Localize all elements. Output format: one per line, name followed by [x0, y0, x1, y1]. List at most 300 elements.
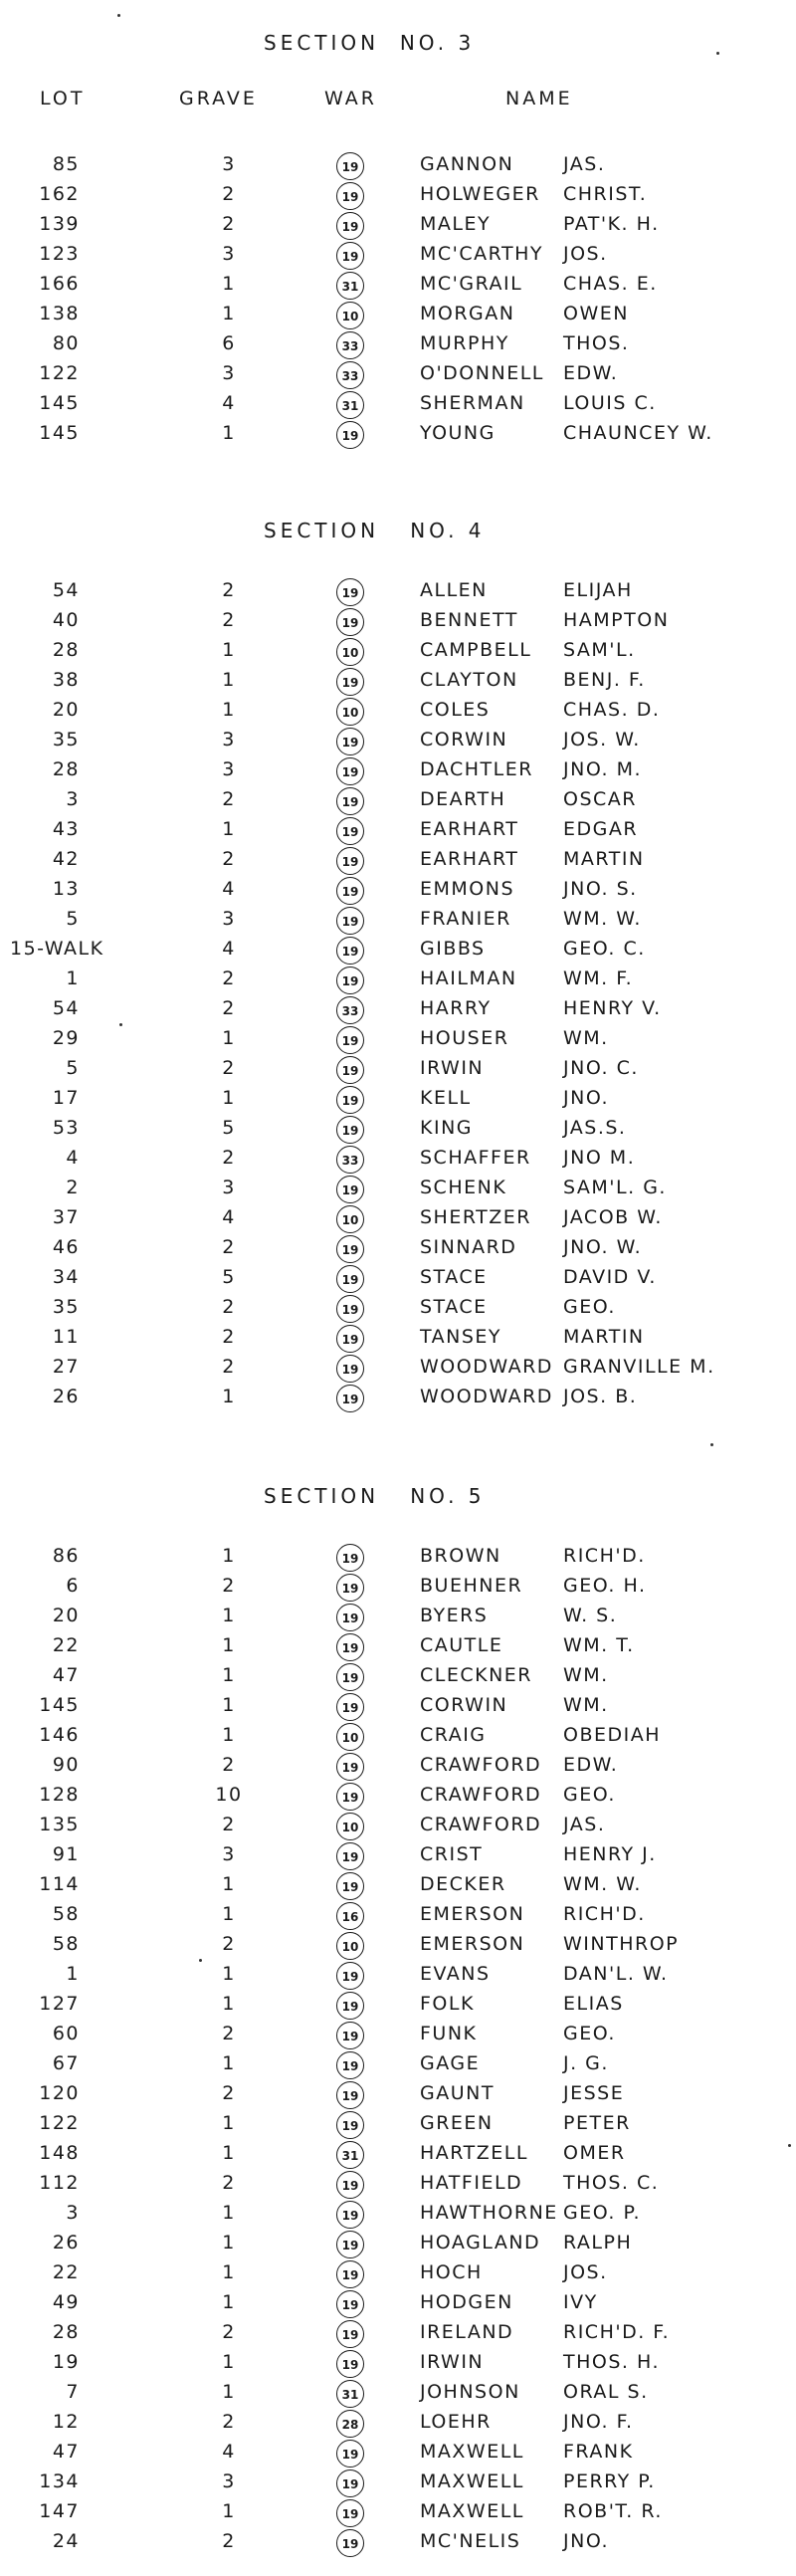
grave-cell: 6 [222, 332, 236, 354]
war-badge: 10 [336, 638, 364, 666]
last-name-cell: SCHENK [420, 1177, 507, 1198]
last-name-cell: ALLEN [420, 579, 488, 601]
lot-cell: 85 [52, 153, 80, 175]
grave-cell: 2 [222, 1933, 236, 1955]
lot-cell: 146 [39, 1724, 80, 1746]
grave-cell: 1 [222, 2500, 236, 2522]
lot-cell: 35 [52, 729, 80, 751]
first-name-cell: SAM'L. G. [563, 1177, 667, 1198]
grave-cell: 3 [222, 243, 236, 265]
table-row [0, 149, 796, 179]
first-name-cell: WM. F. [563, 967, 634, 989]
scan-speck [716, 52, 719, 55]
war-badge: 19 [336, 1295, 364, 1323]
war-badge: 10 [336, 302, 364, 329]
last-name-cell: CORWIN [420, 1694, 508, 1716]
war-badge: 31 [336, 272, 364, 300]
lot-cell: 112 [39, 2172, 80, 2194]
war-badge: 28 [336, 2410, 364, 2438]
war-badge: 19 [336, 2051, 364, 2079]
grave-cell: 1 [222, 2291, 236, 2313]
lot-cell: 67 [52, 2052, 80, 2074]
last-name-cell: MAXWELL [420, 2500, 524, 2522]
lot-cell: 35 [52, 1296, 80, 1318]
last-name-cell: BROWN [420, 1545, 501, 1567]
first-name-cell: DAVID V. [563, 1266, 657, 1288]
lot-cell: 11 [52, 1326, 80, 1348]
first-name-cell: JAS. [563, 153, 606, 175]
last-name-cell: GAGE [420, 2052, 481, 2074]
grave-cell: 2 [222, 213, 236, 235]
table-row [0, 934, 796, 964]
table-row [0, 1780, 796, 1810]
table-row [0, 1232, 796, 1262]
last-name-cell: BENNETT [420, 609, 518, 631]
first-name-cell: OMER [563, 2142, 626, 2164]
war-badge: 19 [336, 668, 364, 696]
lot-cell: 123 [39, 243, 80, 265]
last-name-cell: DECKER [420, 1873, 506, 1895]
war-badge: 19 [336, 787, 364, 815]
first-name-cell: JNO. W. [563, 1236, 643, 1258]
war-badge: 19 [336, 1116, 364, 1144]
first-name-cell: JNO. F. [563, 2411, 634, 2433]
lot-cell: 27 [52, 1356, 80, 1378]
grave-cell: 1 [222, 1545, 236, 1567]
table-row [0, 2287, 796, 2317]
table-row [0, 605, 796, 635]
grave-cell: 2 [222, 1356, 236, 1378]
grave-cell: 2 [222, 2023, 236, 2044]
first-name-cell: GEO. C. [563, 938, 646, 960]
first-name-cell: ELIAS [563, 1993, 624, 2015]
grave-cell: 4 [222, 1206, 236, 1228]
first-name-cell: CHRIST. [563, 183, 648, 205]
table-row [0, 2317, 796, 2347]
table-row [0, 1053, 796, 1083]
last-name-cell: LOEHR [420, 2411, 492, 2433]
lot-cell: 114 [39, 1873, 80, 1895]
last-name-cell: SHERMAN [420, 392, 525, 414]
first-name-cell: WM. [563, 1027, 609, 1049]
first-name-cell: GEO. [563, 1784, 616, 1806]
last-name-cell: MAXWELL [420, 2441, 524, 2463]
table-row [0, 1292, 796, 1322]
grave-cell: 1 [222, 669, 236, 691]
lot-cell: 134 [39, 2470, 80, 2492]
last-name-cell: HOUSER [420, 1027, 509, 1049]
table-row [0, 269, 796, 299]
last-name-cell: CRAWFORD [420, 1754, 542, 1776]
grave-cell: 1 [222, 1963, 236, 1985]
lot-cell: 42 [52, 848, 80, 870]
war-badge: 19 [336, 1783, 364, 1811]
last-name-cell: HARTZELL [420, 2142, 528, 2164]
lot-cell: 148 [39, 2142, 80, 2164]
first-name-cell: EDW. [563, 362, 619, 384]
first-name-cell: EDGAR [563, 818, 639, 840]
grave-cell: 2 [222, 1236, 236, 1258]
table-row [0, 1899, 796, 1929]
grave-cell: 1 [222, 2351, 236, 2373]
table-row [0, 1601, 796, 1630]
table-row [0, 1322, 796, 1352]
table-row [0, 1839, 796, 1869]
grave-cell: 2 [222, 1057, 236, 1079]
table-row [0, 725, 796, 754]
first-name-cell: FRANK [563, 2441, 634, 2463]
first-name-cell: BENJ. F. [563, 669, 646, 691]
last-name-cell: HATFIELD [420, 2172, 523, 2194]
table-row [0, 1810, 796, 1839]
lot-cell: 54 [52, 579, 80, 601]
last-name-cell: JOHNSON [420, 2381, 520, 2403]
first-name-cell: J. G. [563, 2052, 609, 2074]
grave-cell: 5 [222, 1266, 236, 1288]
first-name-cell: RICH'D. F. [563, 2321, 671, 2343]
table-row [0, 1173, 796, 1202]
last-name-cell: HARRY [420, 997, 492, 1019]
grave-cell: 10 [215, 1784, 243, 1806]
war-badge: 19 [336, 1086, 364, 1114]
table-row [0, 1989, 796, 2019]
table-row [0, 2108, 796, 2138]
grave-cell: 1 [222, 1087, 236, 1109]
table-row [0, 2407, 796, 2437]
grave-cell: 2 [222, 1147, 236, 1169]
grave-cell: 1 [222, 1873, 236, 1895]
grave-cell: 3 [222, 2470, 236, 2492]
table-row [0, 964, 796, 993]
war-badge: 19 [336, 2171, 364, 2199]
lot-cell: 47 [52, 1664, 80, 1686]
last-name-cell: CAUTLE [420, 1634, 503, 1656]
table-row [0, 635, 796, 665]
table-row [0, 1929, 796, 1959]
first-name-cell: WM. T. [563, 1634, 635, 1656]
lot-cell: 128 [39, 1784, 80, 1806]
table-row [0, 388, 796, 418]
first-name-cell: OWEN [563, 303, 629, 324]
table-row [0, 1750, 796, 1780]
lot-cell: 20 [52, 1605, 80, 1626]
war-badge: 19 [336, 2290, 364, 2318]
scan-speck [710, 1443, 713, 1446]
first-name-cell: PAT'K. H. [563, 213, 660, 235]
grave-cell: 2 [222, 1814, 236, 1835]
first-name-cell: MARTIN [563, 1326, 645, 1348]
lot-cell: 12 [52, 2411, 80, 2433]
lot-cell: 28 [52, 2321, 80, 2343]
table-row [0, 2138, 796, 2168]
war-badge: 19 [336, 1842, 364, 1870]
last-name-cell: GANNON [420, 153, 514, 175]
grave-cell: 2 [222, 183, 236, 205]
last-name-cell: CAMPBELL [420, 639, 532, 661]
last-name-cell: MALEY [420, 213, 492, 235]
table-row [0, 784, 796, 814]
table-row [0, 1352, 796, 1382]
lot-cell: 58 [52, 1903, 80, 1925]
last-name-cell: TANSEY [420, 1326, 502, 1348]
lot-cell: 20 [52, 699, 80, 721]
grave-cell: 1 [222, 2232, 236, 2254]
section-3-rows [0, 149, 796, 448]
last-name-cell: SINNARD [420, 1236, 517, 1258]
first-name-cell: MARTIN [563, 848, 645, 870]
war-badge: 33 [336, 1146, 364, 1174]
table-row [0, 2437, 796, 2467]
grave-cell: 1 [222, 1903, 236, 1925]
table-row [0, 874, 796, 904]
last-name-cell: GAUNT [420, 2082, 495, 2104]
lot-cell: 7 [66, 2381, 80, 2403]
war-badge: 19 [336, 877, 364, 905]
grave-cell: 2 [222, 579, 236, 601]
war-badge: 10 [336, 1205, 364, 1233]
grave-cell: 1 [222, 422, 236, 444]
last-name-cell: MC'CARTHY [420, 243, 543, 265]
last-name-cell: FRANIER [420, 908, 511, 930]
grave-cell: 3 [222, 1177, 236, 1198]
lot-cell: 135 [39, 1814, 80, 1835]
grave-cell: 2 [222, 2411, 236, 2433]
lot-cell: 26 [52, 1386, 80, 1407]
lot-cell: 162 [39, 183, 80, 205]
grave-cell: 1 [222, 1664, 236, 1686]
last-name-cell: WOODWARD [420, 1356, 553, 1378]
war-badge: 10 [336, 1723, 364, 1751]
first-name-cell: JOS. [563, 2261, 608, 2283]
grave-cell: 1 [222, 1634, 236, 1656]
war-badge: 19 [336, 966, 364, 994]
table-row [0, 1541, 796, 1571]
grave-cell: 2 [222, 2321, 236, 2343]
grave-cell: 3 [222, 1843, 236, 1865]
war-badge: 19 [336, 2440, 364, 2468]
first-name-cell: LOUIS C. [563, 392, 657, 414]
first-name-cell: WINTHROP [563, 1933, 680, 1955]
scan-speck [199, 1959, 202, 1962]
table-row [0, 1262, 796, 1292]
first-name-cell: CHAS. E. [563, 273, 658, 295]
table-row [0, 814, 796, 844]
grave-cell: 4 [222, 2441, 236, 2463]
grave-cell: 2 [222, 1296, 236, 1318]
table-row [0, 239, 796, 269]
scan-speck [119, 1023, 122, 1026]
grave-cell: 1 [222, 1386, 236, 1407]
grave-cell: 1 [222, 699, 236, 721]
lot-cell: 6 [66, 1575, 80, 1597]
lot-cell: 58 [52, 1933, 80, 1955]
first-name-cell: JAS.S. [563, 1117, 627, 1139]
war-badge: 19 [336, 2111, 364, 2139]
war-badge: 19 [336, 152, 364, 180]
last-name-cell: BUEHNER [420, 1575, 523, 1597]
table-row [0, 1202, 796, 1232]
first-name-cell: JAS. [563, 1814, 606, 1835]
table-row [0, 2347, 796, 2377]
last-name-cell: BYERS [420, 1605, 489, 1626]
lot-cell: 34 [52, 1266, 80, 1288]
first-name-cell: GEO. H. [563, 1575, 647, 1597]
last-name-cell: FUNK [420, 2023, 478, 2044]
war-badge: 19 [336, 2081, 364, 2109]
name-column-header: NAME [505, 88, 573, 109]
section-5-rows [0, 1541, 796, 2556]
last-name-cell: CRAWFORD [420, 1814, 542, 1835]
war-badge: 10 [336, 1932, 364, 1960]
grave-cell: 1 [222, 1027, 236, 1049]
lot-cell: 26 [52, 2232, 80, 2254]
first-name-cell: WM. W. [563, 908, 642, 930]
first-name-cell: ELIJAH [563, 579, 633, 601]
first-name-cell: SAM'L. [563, 639, 636, 661]
grave-cell: 2 [222, 967, 236, 989]
first-name-cell: WM. W. [563, 1873, 642, 1895]
table-row [0, 2078, 796, 2108]
war-badge: 19 [336, 847, 364, 875]
last-name-cell: SHERTZER [420, 1206, 532, 1228]
war-badge: 19 [336, 907, 364, 935]
last-name-cell: EMERSON [420, 1903, 525, 1925]
first-name-cell: JNO. M. [563, 758, 643, 780]
war-badge: 19 [336, 1056, 364, 1084]
first-name-cell: WM. [563, 1694, 609, 1716]
lot-cell: 49 [52, 2291, 80, 2313]
lot-cell: 80 [52, 332, 80, 354]
section-4-rows [0, 575, 796, 1411]
grave-cell: 1 [222, 1605, 236, 1626]
last-name-cell: HOCH [420, 2261, 483, 2283]
war-badge: 19 [336, 1633, 364, 1661]
war-badge: 19 [336, 757, 364, 785]
first-name-cell: JNO. [563, 1087, 610, 1109]
grave-cell: 5 [222, 1117, 236, 1139]
lot-cell: 120 [39, 2082, 80, 2104]
first-name-cell: JOS. [563, 243, 608, 265]
last-name-cell: MURPHY [420, 332, 509, 354]
grave-cell: 2 [222, 848, 236, 870]
first-name-cell: W. S. [563, 1605, 618, 1626]
table-row [0, 209, 796, 239]
war-badge: 16 [336, 1902, 364, 1930]
last-name-cell: EVANS [420, 1963, 491, 1985]
table-row [0, 2168, 796, 2198]
grave-cell: 2 [222, 1326, 236, 1348]
grave-cell: 2 [222, 2530, 236, 2552]
first-name-cell: IVY [563, 2291, 598, 2313]
war-badge: 19 [336, 212, 364, 240]
war-badge: 19 [336, 608, 364, 636]
last-name-cell: EARHART [420, 818, 519, 840]
grave-cell: 1 [222, 1724, 236, 1746]
table-row [0, 665, 796, 695]
scan-speck [117, 14, 120, 17]
last-name-cell: EARHART [420, 848, 519, 870]
grave-cell: 2 [222, 788, 236, 810]
lot-cell: 54 [52, 997, 80, 1019]
grave-cell: 1 [222, 2261, 236, 2283]
lot-cell: 19 [52, 2351, 80, 2373]
last-name-cell: CRAWFORD [420, 1784, 542, 1806]
lot-cell: 2 [66, 1177, 80, 1198]
lot-cell: 91 [52, 1843, 80, 1865]
war-badge: 19 [336, 1385, 364, 1412]
last-name-cell: CRAIG [420, 1724, 487, 1746]
war-badge: 33 [336, 331, 364, 359]
lot-cell: 145 [39, 1694, 80, 1716]
last-name-cell: DEARTH [420, 788, 506, 810]
lot-cell: 37 [52, 1206, 80, 1228]
war-badge: 19 [336, 2469, 364, 2497]
table-row [0, 1630, 796, 1660]
lot-cell: 86 [52, 1545, 80, 1567]
last-name-cell: CORWIN [420, 729, 508, 751]
first-name-cell: GEO. [563, 2023, 616, 2044]
first-name-cell: GRANVILLE M. [563, 1356, 715, 1378]
last-name-cell: CLECKNER [420, 1664, 533, 1686]
grave-cell: 1 [222, 818, 236, 840]
last-name-cell: YOUNG [420, 422, 496, 444]
first-name-cell: JESSE [563, 2082, 625, 2104]
lot-cell: 166 [39, 273, 80, 295]
lot-cell: 15-WALK [10, 938, 104, 960]
grave-cell: 1 [222, 2112, 236, 2134]
first-name-cell: JACOB W. [563, 1206, 663, 1228]
table-row [0, 418, 796, 448]
war-badge: 10 [336, 698, 364, 726]
table-row [0, 1959, 796, 1989]
table-row [0, 575, 796, 605]
first-name-cell: DAN'L. W. [563, 1963, 669, 1985]
first-name-cell: GEO. P. [563, 2202, 642, 2224]
grave-cell: 3 [222, 153, 236, 175]
grave-cell: 2 [222, 2172, 236, 2194]
table-row [0, 754, 796, 784]
table-row [0, 2198, 796, 2228]
lot-cell: 28 [52, 639, 80, 661]
first-name-cell: JNO. [563, 2530, 610, 2552]
grave-cell: 3 [222, 362, 236, 384]
last-name-cell: GIBBS [420, 938, 486, 960]
table-row [0, 1382, 796, 1411]
last-name-cell: MAXWELL [420, 2470, 524, 2492]
lot-cell: 22 [52, 2261, 80, 2283]
table-row [0, 993, 796, 1023]
war-badge: 31 [336, 2380, 364, 2408]
lot-cell: 1 [66, 1963, 80, 1985]
first-name-cell: ROB'T. R. [563, 2500, 663, 2522]
grave-cell: 3 [222, 758, 236, 780]
grave-column-header: GRAVE [179, 88, 258, 109]
first-name-cell: HAMPTON [563, 609, 670, 631]
war-badge: 19 [336, 2231, 364, 2258]
grave-cell: 2 [222, 609, 236, 631]
grave-cell: 1 [222, 273, 236, 295]
war-column-header: WAR [324, 88, 377, 109]
last-name-cell: HOLWEGER [420, 183, 540, 205]
war-badge: 19 [336, 1663, 364, 1691]
first-name-cell: RICH'D. [563, 1903, 646, 1925]
war-badge: 19 [336, 817, 364, 845]
lot-cell: 145 [39, 392, 80, 414]
last-name-cell: STACE [420, 1296, 488, 1318]
table-row [0, 1113, 796, 1143]
table-row [0, 695, 796, 725]
war-badge: 33 [336, 361, 364, 389]
